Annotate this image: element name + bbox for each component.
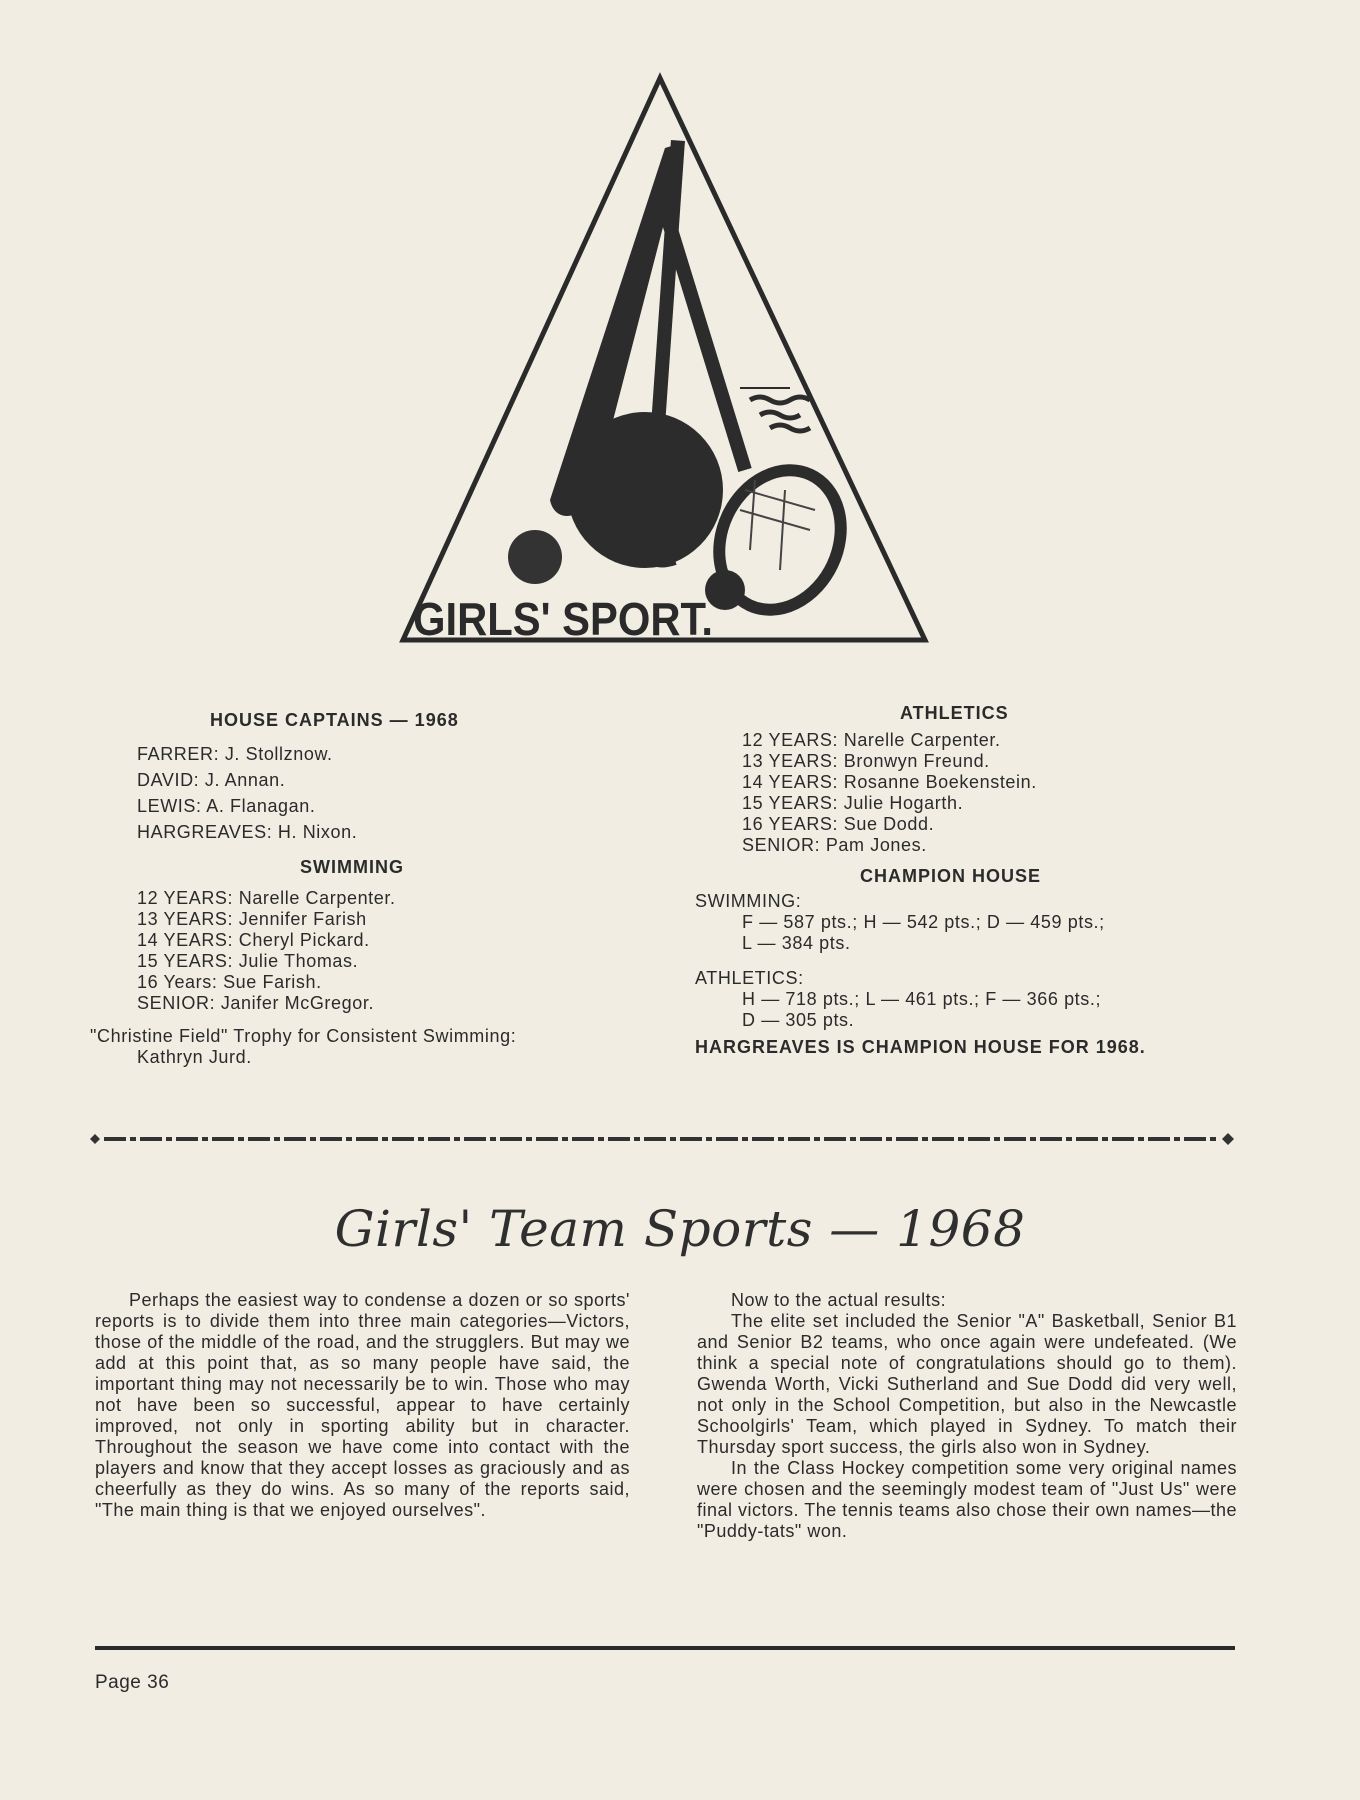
athletics-line: 13 YEARS: Bronwyn Freund. <box>742 751 990 771</box>
trophy-line: "Christine Field" Trophy for Consistent Swimming: <box>90 1026 517 1046</box>
house-captain-line: LEWIS: A. Flanagan. <box>137 796 316 816</box>
swimming-line: 14 YEARS: Cheryl Pickard. <box>137 930 370 950</box>
champion-swimming-label: SWIMMING: <box>695 891 802 911</box>
girls-sport-logo <box>395 70 935 650</box>
article-paragraph: Perhaps the easiest way to condense a dozen or so sports' reports is to divide them into three main categories—Victors, those of the middle of the road, and the strugglers. But may we add at this point that, as so many people have said, the important thing may not necessarily be to win. Those who may not have been so successful, appear to have certainly improved, not only in sporting ability but in character. Throughout the season we have come into contact with the players and know that they accept losses as graciously and as cheerfully as they do wins. As so many of the reports said, "The main thing is that we enjoyed ourselves". <box>95 1290 630 1520</box>
athletics-line: 14 YEARS: Rosanne Boekenstein. <box>742 772 1037 792</box>
left-results-column <box>90 710 650 1068</box>
house-captain-line: DAVID: J. Annan. <box>137 770 286 790</box>
champion-athletics-scores: D — 305 pts. <box>742 1010 855 1030</box>
page-number: Page 36 <box>95 1672 170 1693</box>
champion-athletics-scores: H — 718 pts.; L — 461 pts.; F — 366 pts.; <box>742 989 1102 1009</box>
footer-rule <box>95 1646 1235 1650</box>
champion-result: HARGREAVES IS CHAMPION HOUSE FOR 1968. <box>695 1037 1146 1057</box>
article-right-column <box>697 1290 1237 1542</box>
trophy-winner: Kathryn Jurd. <box>137 1047 252 1067</box>
swimming-line: 16 Years: Sue Farish. <box>137 972 322 992</box>
house-captain-line: HARGREAVES: H. Nixon. <box>137 822 358 842</box>
house-captains-title: HOUSE CAPTAINS — 1968 <box>210 710 459 730</box>
swimming-line: 12 YEARS: Narelle Carpenter. <box>137 888 396 908</box>
article-paragraph: The elite set included the Senior "A" Basketball, Senior B1 and Senior B2 teams, who once again were undefeated. (We think a special note of congratulations should go to them). Gwenda Worth, Vicki Sutherland and Sue Dodd did very well, not only in the School Competition, but also in the Newcastle Schoolgirls' Team, which played in Sydney. To match their Thursday sport success, the girls also won in Sydney. <box>697 1311 1237 1457</box>
athletics-title: ATHLETICS <box>900 703 1009 723</box>
athletics-line: SENIOR: Pam Jones. <box>742 835 927 855</box>
champion-swimming-scores: F — 587 pts.; H — 542 pts.; D — 459 pts.; <box>742 912 1105 932</box>
swimming-line: SENIOR: Janifer McGregor. <box>137 993 375 1013</box>
champion-athletics-label: ATHLETICS: <box>695 968 804 988</box>
champion-house-title: CHAMPION HOUSE <box>860 866 1042 886</box>
article-title: Girls' Team Sports — 1968 <box>334 1200 1026 1258</box>
swimming-line: 13 YEARS: Jennifer Farish <box>137 909 367 929</box>
article-left-column <box>95 1290 630 1521</box>
article-paragraph: In the Class Hockey competition some very original names were chosen and the seemingly modest team of "Just Us" were final victors. The tennis teams also chose their own names—the "Puddy-tats" won. <box>697 1458 1237 1541</box>
house-captain-line: FARRER: J. Stollznow. <box>137 744 333 764</box>
champion-swimming-scores: L — 384 pts. <box>742 933 851 953</box>
swimming-title: SWIMMING <box>300 857 404 877</box>
logo-text: GIRLS' SPORT. <box>413 593 713 645</box>
athletics-line: 16 YEARS: Sue Dodd. <box>742 814 935 834</box>
athletics-line: 12 YEARS: Narelle Carpenter. <box>742 730 1001 750</box>
right-results-column <box>695 703 1255 1058</box>
swimming-line: 15 YEARS: Julie Thomas. <box>137 951 359 971</box>
athletics-line: 15 YEARS: Julie Hogarth. <box>742 793 964 813</box>
article-paragraph: Now to the actual results: <box>731 1290 947 1310</box>
ornamental-divider <box>88 1132 1236 1146</box>
